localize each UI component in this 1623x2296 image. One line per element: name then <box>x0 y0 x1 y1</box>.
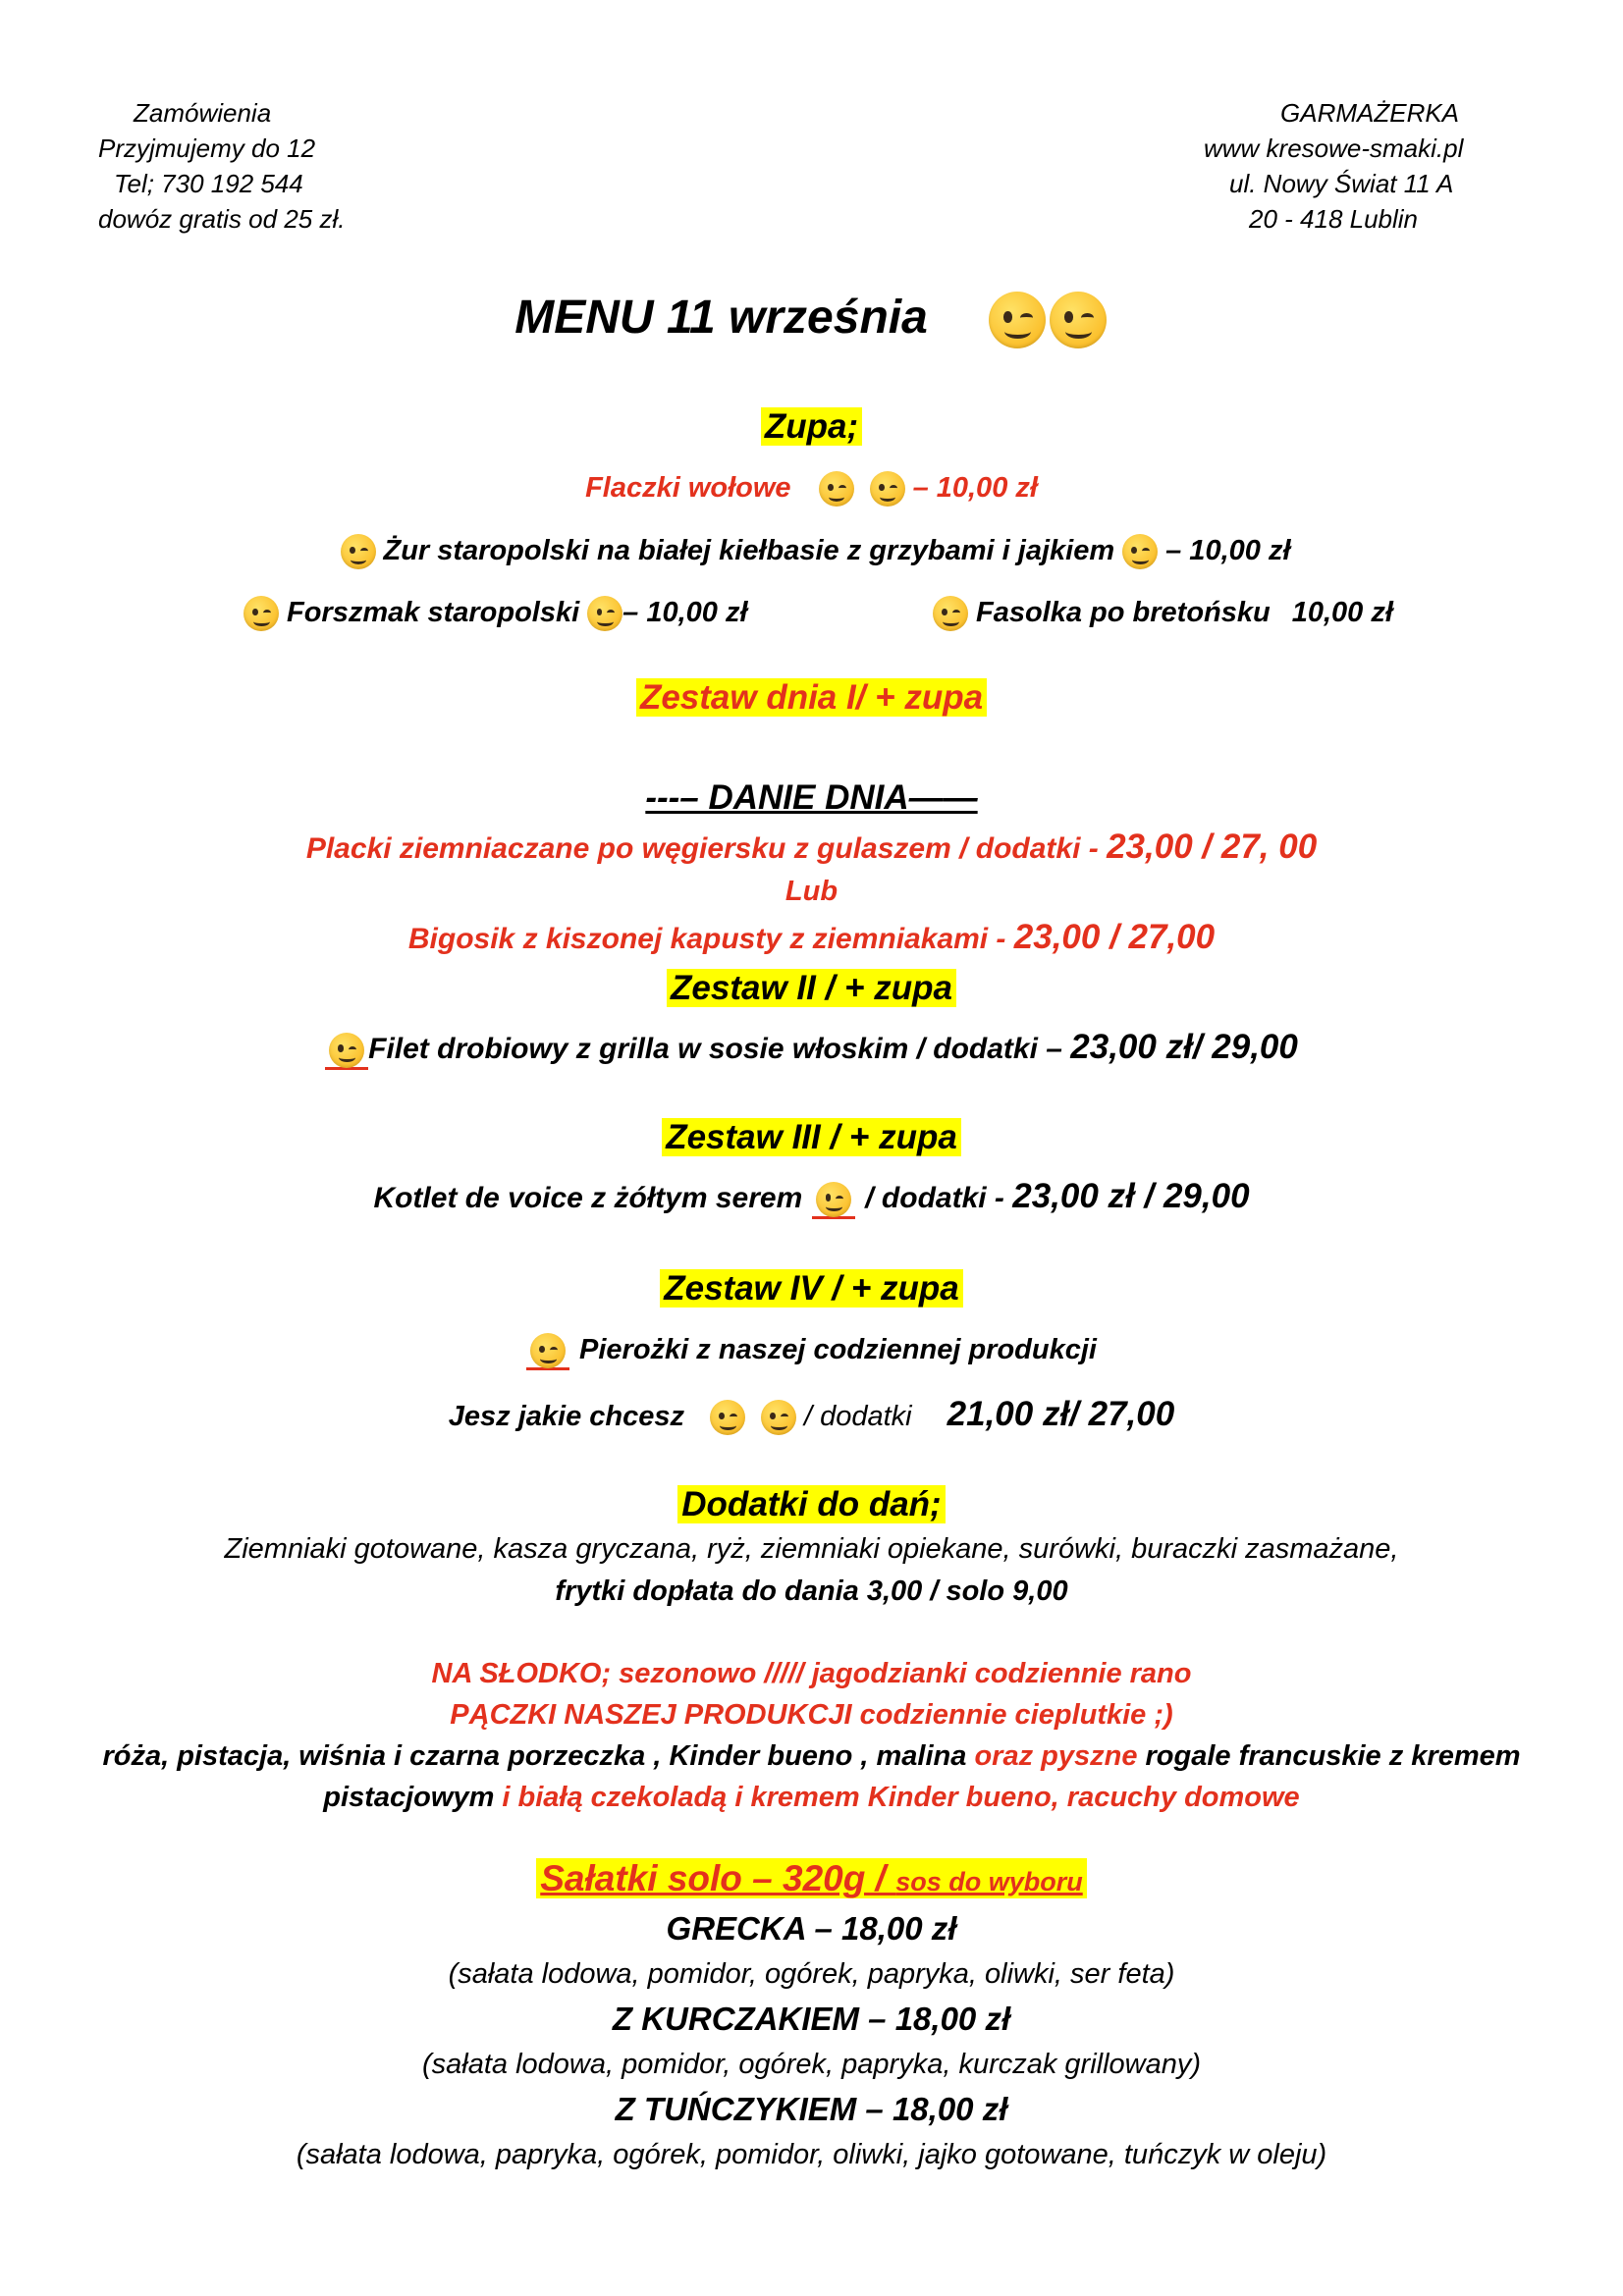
dish-price: 23,00 / 27, 00 <box>1107 828 1318 866</box>
soup-item-name: Forszmak staropolski <box>287 597 580 628</box>
winking-face-icon <box>870 471 905 507</box>
soup-item-name: Żur staropolski na białej kiełbasie z grzybami i jajkiem <box>383 535 1115 566</box>
salad-2-desc: (sałata lodowa, pomidor, ogórek, papryka, kurczak grillowany) <box>421 2049 1202 2080</box>
dish-price: 23,00 zł / 29,00 <box>1012 1177 1250 1215</box>
winking-face-icon <box>1122 534 1158 569</box>
sweet-text: rogale francuskie z kremem <box>1137 1740 1521 1772</box>
sides-line-2: frytki dopłata do dania 3,00 / solo 9,00 <box>555 1575 1068 1607</box>
set1-or: Lub <box>784 876 839 907</box>
soup-heading: Zupa; <box>761 407 862 446</box>
winking-face-icon <box>341 534 376 569</box>
header-delivery: dowóz gratis od 25 zł. <box>98 204 346 234</box>
header-website[interactable]: www kresowe-smaki.pl <box>1204 133 1464 163</box>
sweet-text: pistacjowym <box>323 1782 503 1813</box>
menu-title-row <box>0 287 1623 349</box>
soup-item-price: 10,00 zł <box>1291 597 1393 628</box>
salads-heading <box>536 1858 1086 1898</box>
soup-item-2 <box>0 528 1623 573</box>
winking-face-icon <box>243 596 279 631</box>
header-street: ul. Nowy Świat 11 A <box>1229 169 1454 198</box>
sides-line-1: Ziemniaki gotowane, kasza gryczana, ryż, ziemniaki opiekane, surówki, buraczki zasmażane, <box>224 1533 1399 1565</box>
set2-dish <box>0 1025 1623 1072</box>
set2-heading-row <box>0 966 1623 1011</box>
sweet-line-4 <box>0 1777 1623 1818</box>
winking-face-icon <box>530 1333 566 1368</box>
winking-face-underlined <box>812 1182 855 1219</box>
soup-item-price: – 10,00 zł <box>622 597 748 628</box>
salad-1-desc: (sałata lodowa, pomidor, ogórek, papryka, oliwki, ser feta) <box>448 1958 1175 1990</box>
winking-face-underlined <box>526 1334 569 1370</box>
header-company: GARMAŻERKA <box>1280 98 1460 128</box>
soup-heading-row <box>0 404 1623 450</box>
dish-name: Placki ziemniaczane po węgiersku z gulaszem / dodatki - <box>305 832 1108 865</box>
salads-heading-row <box>0 1855 1623 1905</box>
winking-face-icon <box>933 596 968 631</box>
salad-3-name: Z TUŃCZYKIEM – 18,00 zł <box>615 2091 1008 2127</box>
soup-item-3 <box>236 590 748 635</box>
set4-heading-row <box>0 1266 1623 1311</box>
sweet-line-2: PĄCZKI NASZEJ PRODUKCJI codziennie cieplutkie ;) <box>450 1699 1173 1731</box>
dish-price: 23,00 / 27,00 <box>1013 918 1216 956</box>
soup-item-name: Flaczki wołowe <box>585 472 791 504</box>
set4-line-1 <box>0 1327 1623 1372</box>
soup-item-1 <box>0 465 1623 510</box>
dish-name: Jesz jakie chcesz <box>448 1401 684 1432</box>
header-city: 20 - 418 Lublin <box>1249 204 1419 234</box>
set4-line-2 <box>0 1392 1623 1439</box>
salads-heading-main: Sałatki solo – 320g / <box>540 1858 896 1898</box>
winking-face-icon <box>989 292 1046 348</box>
salad-1-name: GRECKA – 18,00 zł <box>666 1910 957 1947</box>
set1-dish-1 <box>0 825 1623 872</box>
winking-face-icon <box>816 1182 851 1217</box>
header-orders: Zamówienia <box>134 98 272 128</box>
dish-price: 23,00 zł/ 29,00 <box>1070 1028 1298 1066</box>
sweet-text-red: i białą czekoladą i kremem Kinder bueno, racuchy domowe <box>502 1782 1300 1813</box>
set1-heading: Zestaw dnia I/ + zupa <box>636 678 987 717</box>
set4-heading: Zestaw IV / + zupa <box>660 1269 963 1308</box>
set3-dish <box>0 1174 1623 1221</box>
soup-item-name: Fasolka po bretońsku <box>976 597 1271 628</box>
dish-name: Filet drobiowy z grilla w sosie włoskim / dodatki – <box>368 1033 1071 1065</box>
dish-price: 21,00 zł/ 27,00 <box>947 1395 1175 1433</box>
winking-face-icon <box>587 596 622 631</box>
winking-face-icon <box>761 1400 796 1435</box>
soup-item-price: – 10,00 zł <box>1165 535 1291 566</box>
header-left <box>98 95 345 237</box>
set3-heading: Zestaw III / + zupa <box>662 1118 961 1156</box>
soup-item-price: – 10,00 zł <box>912 472 1038 504</box>
winking-face-icon <box>329 1033 364 1068</box>
winking-face-icon <box>710 1400 745 1435</box>
sweet-line-1: NA SŁODKO; sezonowo ///// jagodzianki codziennie rano <box>431 1658 1192 1689</box>
soup-item-4 <box>925 590 1393 635</box>
sides-heading: Dodatki do dań; <box>677 1485 945 1523</box>
set3-heading-row <box>0 1115 1623 1160</box>
header-right <box>1159 95 1532 237</box>
salads-heading-small: sos do wyboru <box>895 1867 1083 1896</box>
winking-face-icon <box>1050 292 1107 348</box>
set2-heading: Zestaw II / + zupa <box>667 969 956 1007</box>
sweet-text-red: oraz pyszne <box>974 1740 1138 1772</box>
sweet-line-3 <box>0 1735 1623 1777</box>
salad-3-desc: (sałata lodowa, papryka, ogórek, pomidor, oliwki, jajko gotowane, tuńczyk w oleju) <box>296 2139 1327 2170</box>
header-phone: Tel; 730 192 544 <box>114 169 303 198</box>
page-title: MENU 11 września <box>514 292 928 344</box>
winking-face-icon <box>819 471 854 507</box>
winking-face-underlined <box>325 1033 368 1070</box>
dish-extras: / dodatki - <box>865 1182 1013 1214</box>
set1-dish-2 <box>0 915 1623 962</box>
sides-heading-row <box>0 1482 1623 1527</box>
sweet-text: róża, pistacja, wiśnia i czarna porzeczka , Kinder bueno , malina <box>102 1740 975 1772</box>
header-hours: Przyjmujemy do 12 <box>98 133 316 163</box>
set1-heading-row <box>0 675 1623 721</box>
dish-of-day-heading: ---– DANIE DNIA—— <box>645 778 978 817</box>
dish-extras: / dodatki <box>804 1401 912 1432</box>
salad-2-name: Z KURCZAKIEM – 18,00 zł <box>612 2001 1011 2037</box>
dish-name: Kotlet de voice z żółtym serem <box>373 1182 803 1214</box>
dish-name: Pierożki z naszej codziennej produkcji <box>579 1334 1097 1365</box>
dish-name: Bigosik z kiszonej kapusty z ziemniakami - <box>407 923 1014 955</box>
